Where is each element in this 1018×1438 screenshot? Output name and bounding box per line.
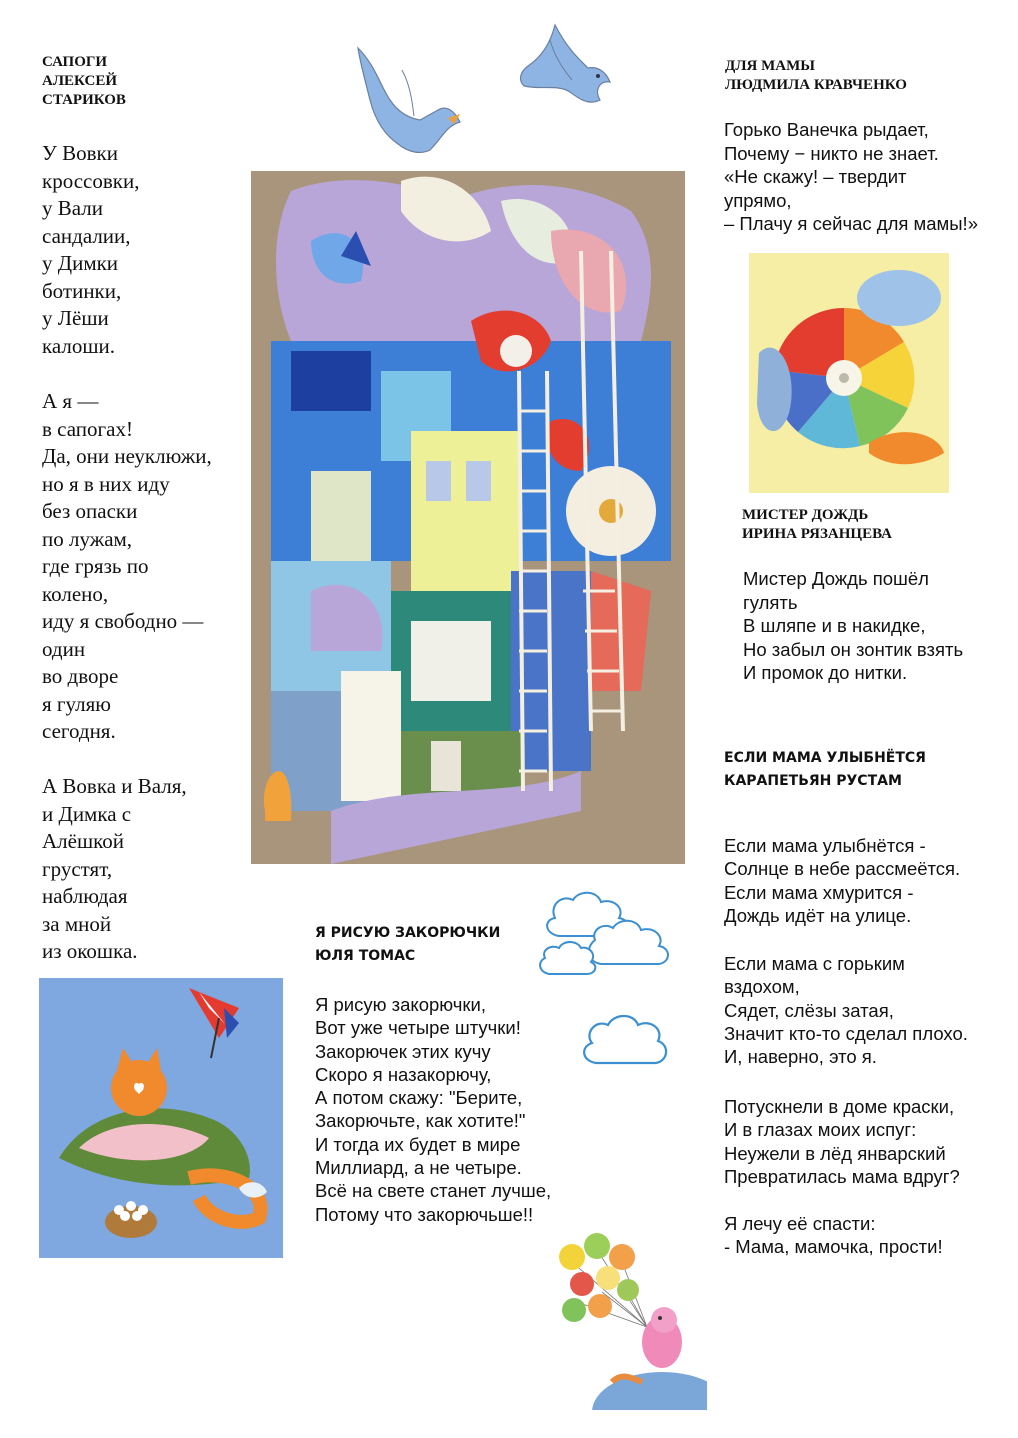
balloons-illustration — [552, 1232, 707, 1410]
bird-right-illustration — [510, 20, 620, 110]
poem-stanza: Потускнели в доме краски, И в глазах моих испуг: Неужели в лёд январский Превратилась мама вдруг? — [724, 1096, 960, 1187]
poem-text: Мистер Дождь пошёл гулять В шляпе и в накидке, Но забыл он зонтик взять И промок до нитки. — [743, 568, 964, 683]
poem-author: ИРИНА РЯЗАНЦЕВА — [742, 526, 892, 542]
dlya-mamy-heading — [725, 57, 907, 95]
poem-text: Горько Ванечка рыдает, Почему − никто не знает. «Не скажу! – твердит упрямо, – Плачу я сейчас для мамы!» — [724, 119, 978, 234]
poem-stanza: Я лечу её спасти: - Мама, мамочка, прости! — [724, 1213, 943, 1258]
poem-author: ЮЛЯ ТОМАС — [315, 948, 416, 964]
poem-stanza: А я — в сапогах! Да, они неуклюжи, но я в них иду без опаски по лужам, где грязь по колено, иду я свободно — один во дворе я гуляю сегодня. — [42, 389, 212, 743]
cat-umbrella-illustration — [39, 978, 283, 1258]
bird-left-illustration — [350, 40, 470, 160]
poem-title: МИСТЕР ДОЖДЬ — [742, 507, 869, 523]
city-flowers-painting — [251, 171, 685, 864]
poem-author: ЛЮДМИЛА КРАВЧЕНКО — [725, 77, 907, 93]
poem-author: СТАРИКОВ — [42, 92, 126, 108]
clouds-illustration — [535, 888, 675, 983]
sapogi-heading — [42, 53, 126, 110]
esli-mama-heading — [724, 747, 926, 793]
poem-stanza: У Вовки кроссовки, у Вали сандалии, у Димки ботинки, у Лёши калоши. — [42, 141, 140, 358]
poem-stanza: Если мама улыбнётся - Солнце в небе рассмеётся. Если мама хмурится - Дождь идёт на улице. — [724, 835, 961, 926]
rainbow-wheel-illustration — [749, 253, 949, 493]
poem-title: САПОГИ — [42, 54, 108, 70]
poem-stanza: А Вовка и Валя, и Димка с Алёшкой грустят, наблюдая за мной из окошка. — [42, 774, 187, 963]
poem-title: Я РИСУЮ ЗАКОРЮЧКИ — [315, 925, 501, 941]
poem-title: ЕСЛИ МАМА УЛЫБНЁТСЯ — [724, 750, 926, 766]
poem-title: ДЛЯ МАМЫ — [725, 58, 815, 74]
mister-dozhd-heading — [742, 506, 892, 544]
poem-text: Я рисую закорючки, Вот уже четыре штучки! Закорючек этих кучу Скоро я назакорючу, А потом скажу: "Берите, Закорючьте, как хотите!" И тогда их будет в мире Миллиард, а не четыре. Всё на свете станет лучше, Потому что закорючьше!! — [315, 994, 552, 1225]
poem-author: КАРАПЕТЬЯН РУСТАМ — [724, 773, 902, 789]
poem-stanza: Если мама с горьким вздохом, Сядет, слёзы затая, Значит кто-то сделал плохо. И, наверно, это я. — [724, 953, 968, 1068]
zakoryuchki-heading — [315, 922, 500, 968]
poem-author: АЛЕКСЕЙ — [42, 73, 118, 89]
cloud-small-illustration — [578, 1007, 673, 1075]
